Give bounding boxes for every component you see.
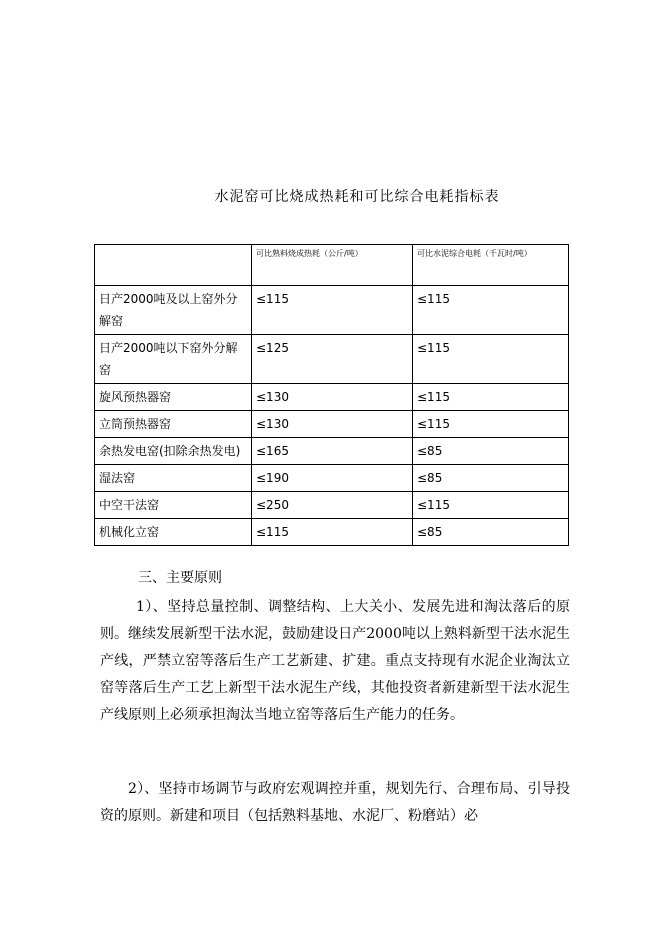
cell-heat: ≤250 bbox=[252, 492, 413, 519]
cell-heat: ≤130 bbox=[252, 384, 413, 411]
cell-kiln: 湿法窑 bbox=[95, 465, 252, 492]
header-cell-power: 可比水泥综合电耗（千瓦时/吨） bbox=[413, 245, 569, 286]
cell-power: ≤115 bbox=[413, 384, 569, 411]
table-row bbox=[95, 465, 569, 492]
cell-heat: ≤130 bbox=[252, 411, 413, 438]
energy-index-table bbox=[94, 244, 569, 546]
table-row bbox=[95, 438, 569, 465]
table-row bbox=[95, 492, 569, 519]
header-cell-kiln bbox=[95, 245, 252, 286]
table-header-row bbox=[95, 245, 569, 286]
cell-power: ≤115 bbox=[413, 335, 569, 384]
cell-kiln: 日产2000吨及以上窑外分解窑 bbox=[95, 286, 252, 335]
cell-power: ≤85 bbox=[413, 465, 569, 492]
cell-kiln: 旋风预热器窑 bbox=[95, 384, 252, 411]
cell-kiln: 余热发电窑(扣除余热发电) bbox=[95, 438, 252, 465]
table-row bbox=[95, 286, 569, 335]
cell-kiln: 立筒预热器窑 bbox=[95, 411, 252, 438]
table-row bbox=[95, 384, 569, 411]
paragraph: 1）、坚持总量控制、调整结构、上大关小、发展先进和淘汰落后的原则。继续发展新型干法水泥，鼓励建设日产2000吨以上熟料新型干法水泥生产线，严禁立窑等落后生产工艺新建、扩建。重点支持现有水泥企业淘汰立窑等落后生产工艺上新型干法水泥生产线，其他投资者新建新型干法水泥生产线原则上必须承担淘汰当地立窑等落后生产能力的任务。 bbox=[100, 599, 570, 723]
table-row bbox=[95, 519, 569, 546]
cell-heat: ≤190 bbox=[252, 465, 413, 492]
cell-kiln: 日产2000吨以下窑外分解窑 bbox=[95, 335, 252, 384]
cell-kiln: 中空干法窑 bbox=[95, 492, 252, 519]
cell-power: ≤115 bbox=[413, 492, 569, 519]
cell-heat: ≤115 bbox=[252, 286, 413, 335]
cell-heat: ≤115 bbox=[252, 519, 413, 546]
header-cell-heat: 可比熟料烧成热耗（公斤/吨） bbox=[252, 245, 413, 286]
cell-power: ≤85 bbox=[413, 519, 569, 546]
cell-power: ≤115 bbox=[413, 411, 569, 438]
cell-heat: ≤165 bbox=[252, 438, 413, 465]
cell-power: ≤85 bbox=[413, 438, 569, 465]
table-row bbox=[95, 411, 569, 438]
cell-power: ≤115 bbox=[413, 286, 569, 335]
cell-kiln: 机械化立窑 bbox=[95, 519, 252, 546]
section-heading: 三、主要原则 bbox=[138, 570, 222, 586]
paragraph: 2）、坚持市场调节与政府宏观调控并重，规划先行、合理布局、引导投资的原则。新建和项目（包括熟料基地、水泥厂、粉磨站）必 bbox=[100, 781, 570, 824]
table-row bbox=[95, 335, 569, 384]
table-title: 水泥窑可比烧成热耗和可比综合电耗指标表 bbox=[214, 189, 500, 205]
cell-heat: ≤125 bbox=[252, 335, 413, 384]
